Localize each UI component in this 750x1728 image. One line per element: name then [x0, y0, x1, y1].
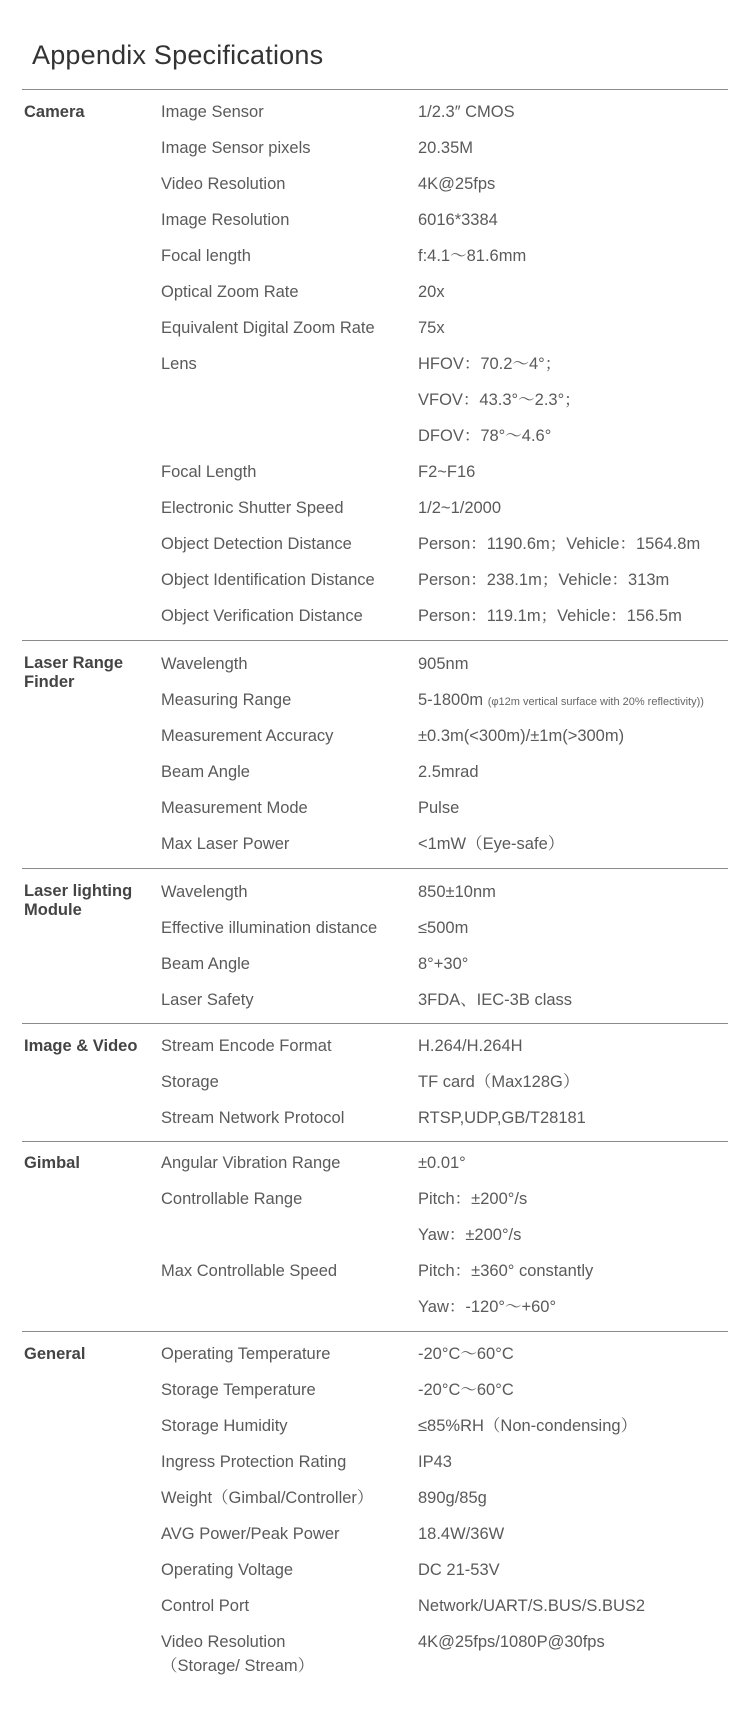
section-gimbal-title: Gimbal: [24, 1154, 80, 1172]
spec-label: Controllable Range: [161, 1190, 303, 1208]
spec-label: Equivalent Digital Zoom Rate: [161, 319, 375, 337]
spec-label: Storage Temperature: [161, 1381, 316, 1399]
page-title: Appendix Specifications: [32, 40, 324, 70]
spec-value: ±0.01°: [418, 1154, 466, 1172]
spec-label: Object Verification Distance: [161, 607, 363, 625]
spec-value: Pitch：±200°/s: [418, 1190, 528, 1208]
spec-value: Pitch：±360° constantly: [418, 1262, 594, 1280]
spec-value: Yaw：±200°/s: [418, 1226, 522, 1244]
spec-value: Person：119.1m；Vehicle：156.5m: [418, 607, 682, 625]
spec-label: Focal length: [161, 247, 251, 265]
spec-value: f:4.1～81.6mm: [418, 247, 527, 265]
spec-value: F2~F16: [418, 463, 476, 481]
spec-label-line2: （Storage/ Stream）: [161, 1657, 315, 1675]
spec-value: RTSP,UDP,GB/T28181: [418, 1109, 586, 1127]
spec-label: Object Detection Distance: [161, 535, 352, 553]
section-laser-range-finder-title-line2: Finder: [24, 673, 75, 691]
spec-value: IP43: [418, 1453, 452, 1471]
spec-label: Focal Length: [161, 463, 257, 481]
spec-label: Max Laser Power: [161, 835, 290, 853]
divider: [22, 1023, 728, 1024]
section-laser-range-finder-title: Laser Range: [24, 654, 124, 672]
spec-value: 4K@25fps: [418, 175, 496, 193]
spec-label: Laser Safety: [161, 991, 254, 1009]
spec-label: Object Identification Distance: [161, 571, 375, 589]
spec-value: 20x: [418, 283, 445, 301]
spec-label: Weight（Gimbal/Controller）: [161, 1489, 374, 1507]
spec-value: <1mW（Eye-safe）: [418, 835, 565, 853]
section-laser-lighting-title: Laser lighting: [24, 882, 133, 900]
divider: [22, 1141, 728, 1142]
spec-value: 1/2.3″ CMOS: [418, 103, 515, 121]
spec-label: Beam Angle: [161, 955, 250, 973]
spec-label: Electronic Shutter Speed: [161, 499, 344, 517]
spec-label: Operating Voltage: [161, 1561, 294, 1579]
spec-value: HFOV：70.2～4°；: [418, 355, 562, 373]
spec-label: Measurement Accuracy: [161, 727, 334, 745]
spec-label: Wavelength: [161, 655, 248, 673]
divider: [22, 89, 728, 90]
spec-value: 905nm: [418, 655, 469, 673]
spec-value: -20°C～60°C: [418, 1381, 514, 1399]
spec-value: DC 21-53V: [418, 1561, 500, 1579]
divider: [22, 1331, 728, 1332]
spec-value: TF card（Max128G）: [418, 1073, 580, 1091]
spec-label: Max Controllable Speed: [161, 1262, 338, 1280]
section-laser-lighting-title-line2: Module: [24, 901, 82, 919]
spec-label: Image Resolution: [161, 211, 290, 229]
spec-value: 850±10nm: [418, 883, 496, 901]
spec-label: Stream Encode Format: [161, 1037, 332, 1055]
spec-label: Effective illumination distance: [161, 919, 378, 937]
spec-label: AVG Power/Peak Power: [161, 1525, 340, 1543]
spec-label: Angular Vibration Range: [161, 1154, 341, 1172]
spec-value: 2.5mrad: [418, 763, 479, 781]
spec-value: 3FDA、IEC-3B class: [418, 991, 573, 1009]
spec-label: Stream Network Protocol: [161, 1109, 345, 1127]
spec-value: VFOV：43.3°～2.3°；: [418, 391, 581, 409]
spec-label: Storage Humidity: [161, 1417, 288, 1435]
spec-value-main: 5-1800m: [418, 691, 484, 709]
spec-value: 18.4W/36W: [418, 1525, 505, 1543]
spec-label: Storage: [161, 1073, 219, 1091]
spec-label: Operating Temperature: [161, 1345, 331, 1363]
spec-label: Measuring Range: [161, 691, 292, 709]
spec-label: Wavelength: [161, 883, 248, 901]
spec-value: [418, 690, 704, 712]
spec-label: Image Sensor pixels: [161, 139, 311, 157]
spec-value: 8°+30°: [418, 955, 469, 973]
spec-value: Yaw：-120°～+60°: [418, 1298, 557, 1316]
spec-value: 4K@25fps/1080P@30fps: [418, 1633, 605, 1651]
spec-label: Measurement Mode: [161, 799, 308, 817]
spec-label: Video Resolution: [161, 1633, 286, 1651]
section-image-video-title: Image & Video: [24, 1037, 138, 1055]
spec-label: Lens: [161, 355, 197, 373]
spec-label: Ingress Protection Rating: [161, 1453, 347, 1471]
spec-value: 1/2~1/2000: [418, 499, 502, 517]
spec-label: Optical Zoom Rate: [161, 283, 299, 301]
spec-value: Pulse: [418, 799, 460, 817]
section-general-title: General: [24, 1345, 86, 1363]
spec-value: DFOV：78°～4.6°: [418, 427, 552, 445]
divider: [22, 640, 728, 641]
spec-value: 20.35M: [418, 139, 474, 157]
spec-value: 6016*3384: [418, 211, 498, 229]
spec-value: Person：1190.6m；Vehicle：1564.8m: [418, 535, 701, 553]
spec-value: ≤500m: [418, 919, 469, 937]
spec-value: ±0.3m(<300m)/±1m(>300m): [418, 727, 625, 745]
spec-label: Image Sensor: [161, 103, 264, 121]
spec-value: 75x: [418, 319, 445, 337]
spec-value: Network/UART/S.BUS/S.BUS2: [418, 1597, 646, 1615]
spec-value: 890g/85g: [418, 1489, 487, 1507]
spec-label: Beam Angle: [161, 763, 250, 781]
spec-value: ≤85%RH（Non-condensing）: [418, 1417, 638, 1435]
spec-value: -20°C～60°C: [418, 1345, 514, 1363]
divider: [22, 868, 728, 869]
spec-label: Video Resolution: [161, 175, 286, 193]
section-camera-title: Camera: [24, 103, 85, 121]
spec-value-note: (φ12m vertical surface with 20% reflectivity)): [487, 696, 704, 708]
spec-value: Person：238.1m；Vehicle：313m: [418, 571, 670, 589]
spec-label: Control Port: [161, 1597, 250, 1615]
spec-value: H.264/H.264H: [418, 1037, 523, 1055]
